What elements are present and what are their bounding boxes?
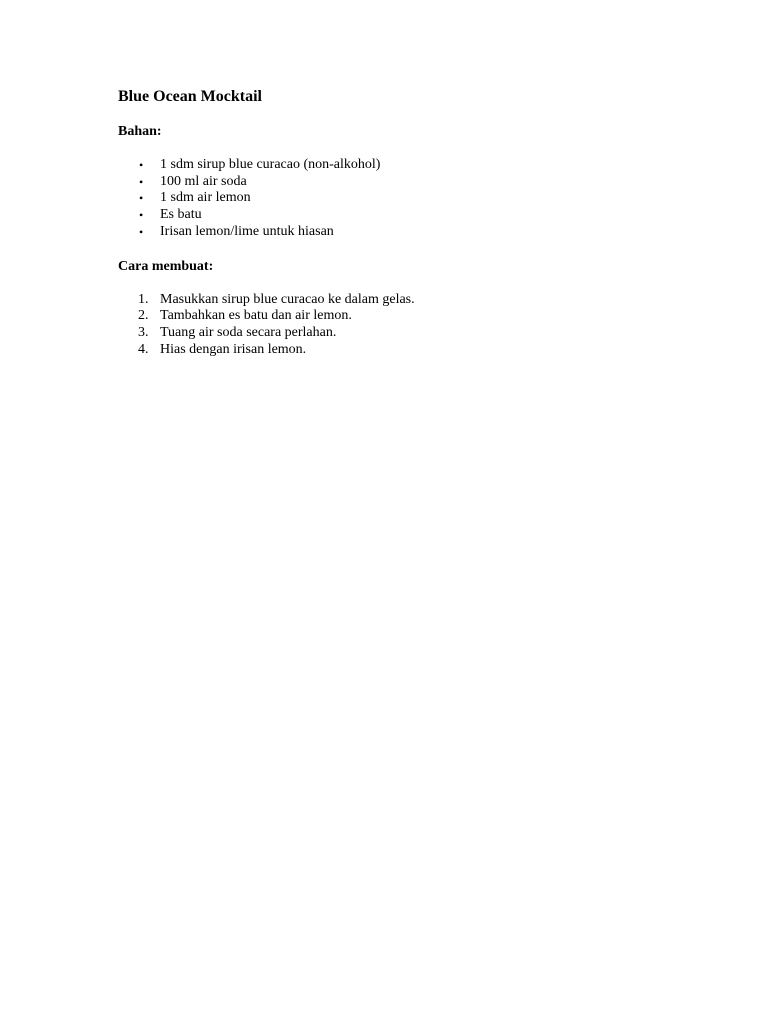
- step-number: 2.: [138, 308, 149, 324]
- step-number: 3.: [138, 324, 149, 340]
- bullet-icon: •: [139, 208, 144, 223]
- step-item: [138, 291, 678, 309]
- recipe-title: Blue Ocean Mocktail: [118, 88, 262, 105]
- step-text: Tambahkan es batu dan air lemon.: [160, 308, 352, 324]
- ingredient-item: [139, 223, 678, 241]
- ingredient-text: 1 sdm sirup blue curacao (non-alkohol): [160, 157, 381, 172]
- ingredient-item: [139, 173, 678, 191]
- ingredient-item: [139, 157, 678, 174]
- step-number: 1.: [138, 291, 149, 307]
- ingredients-list: [118, 157, 678, 241]
- step-item: [138, 341, 678, 359]
- ingredient-item: [139, 207, 678, 224]
- step-text: Masukkan sirup blue curacao ke dalam gelas.: [160, 291, 415, 307]
- ingredient-text: 100 ml air soda: [160, 173, 247, 189]
- step-number: 4.: [138, 341, 149, 357]
- bullet-icon: •: [139, 174, 144, 189]
- step-item: [138, 324, 678, 342]
- ingredient-text: Irisan lemon/lime untuk hiasan: [160, 223, 334, 239]
- ingredient-text: Es batu: [160, 207, 202, 223]
- ingredient-item: [139, 190, 678, 207]
- step-text: Hias dengan irisan lemon.: [160, 341, 307, 357]
- bullet-icon: •: [139, 158, 144, 172]
- step-item: [138, 308, 678, 325]
- ingredients-heading: Bahan:: [118, 124, 162, 139]
- bullet-icon: •: [139, 191, 144, 206]
- document-content: [118, 86, 678, 374]
- ingredient-text: 1 sdm air lemon: [160, 190, 251, 206]
- steps-heading: Cara membuat:: [118, 258, 214, 274]
- steps-list: [118, 292, 678, 359]
- bullet-icon: •: [139, 224, 144, 239]
- step-text: Tuang air soda secara perlahan.: [160, 324, 337, 340]
